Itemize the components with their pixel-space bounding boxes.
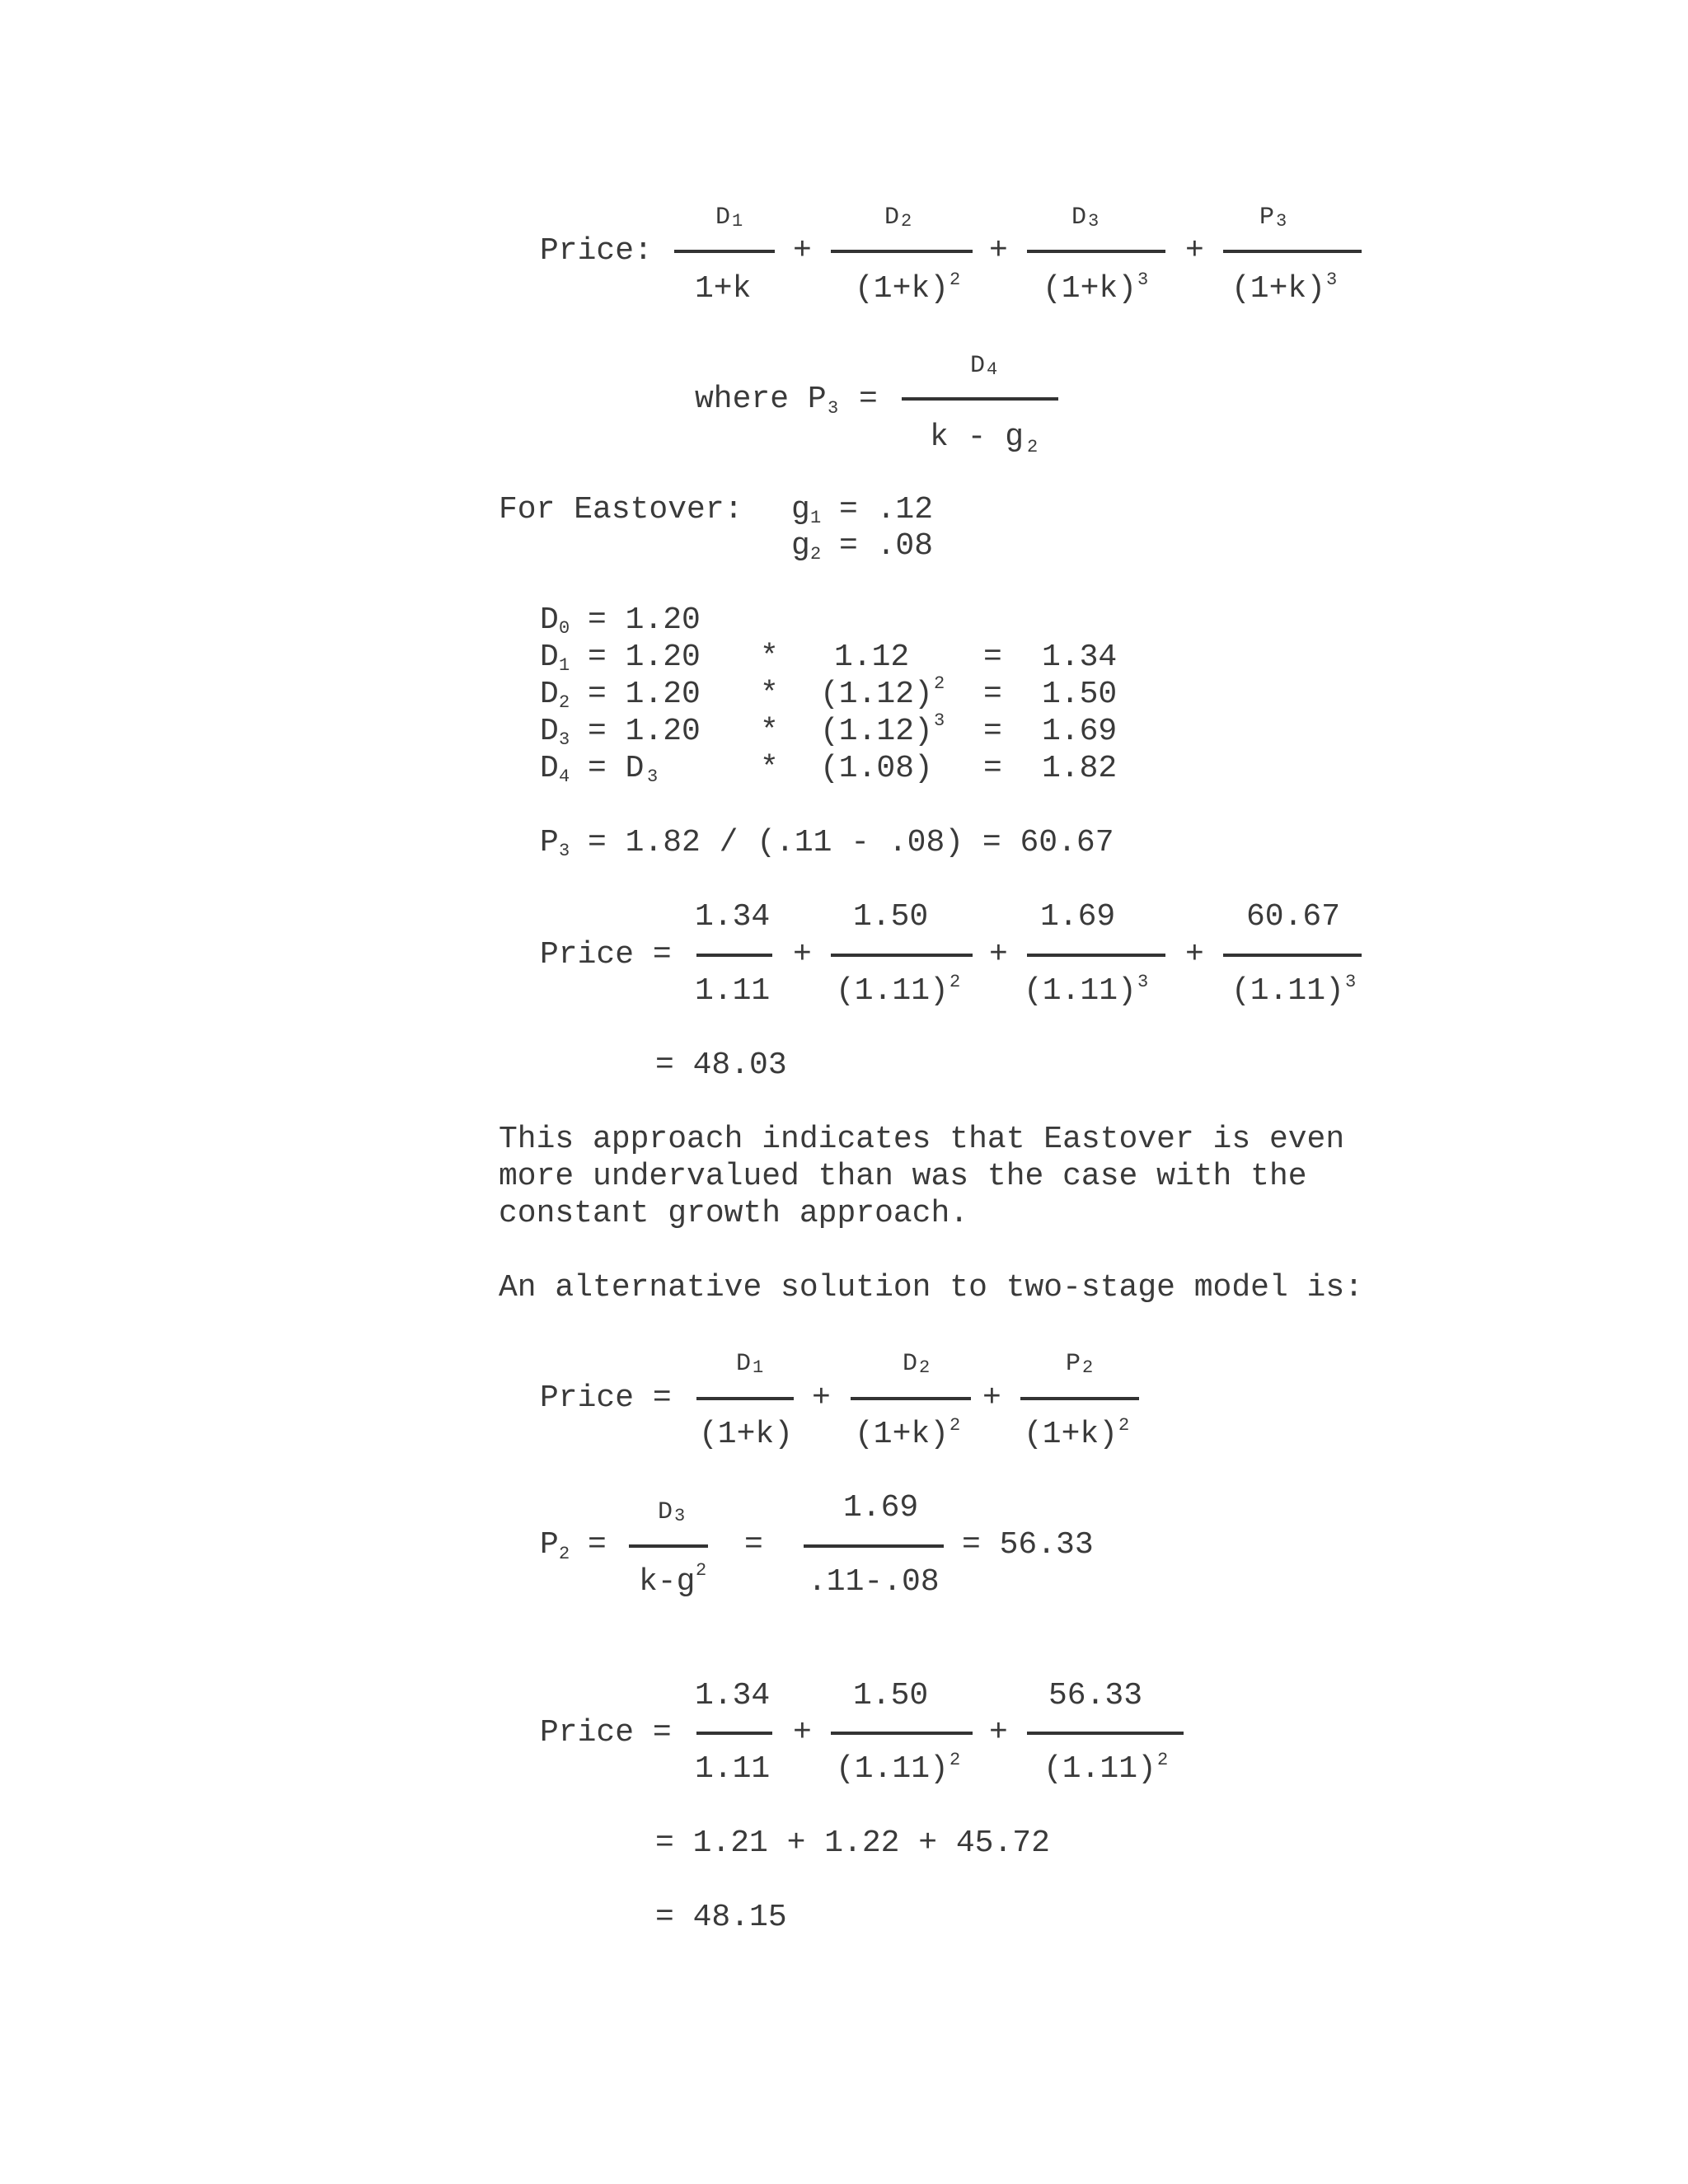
superscript: 2 (1157, 1750, 1169, 1770)
fraction-numerator: D (970, 352, 986, 380)
fraction-numerator: 1.50 (853, 899, 929, 935)
fraction-denominator: (1+k) (1024, 1417, 1118, 1452)
dividend-result: 1.50 (1042, 677, 1118, 712)
plus-sign: + (1185, 233, 1204, 269)
fraction-bar (1223, 954, 1362, 957)
fraction-denominator: (1+k) (1043, 271, 1137, 307)
fraction-bar (1027, 1732, 1184, 1735)
plus-sign: + (989, 233, 1008, 269)
dividend-base: = 1.20 (588, 677, 701, 712)
subscript: 4 (559, 766, 570, 787)
fraction-bar (696, 1397, 794, 1400)
fraction-bar (831, 1732, 973, 1735)
fraction-denominator: (1.11) (1043, 1751, 1156, 1787)
subscript: 2 (559, 1544, 570, 1564)
equals-sign: = (983, 714, 1002, 749)
dividend-symbol: D (540, 640, 559, 675)
plus-sign: + (812, 1380, 831, 1416)
fraction-denominator: (1.11) (836, 973, 949, 1009)
plus-sign: + (793, 1715, 812, 1750)
fraction-denominator: (1.11) (1231, 973, 1344, 1009)
fraction-numerator: D (903, 1350, 918, 1378)
fraction-denominator: (1.11) (1024, 973, 1137, 1009)
dividend-base: = 1.20 (588, 640, 701, 675)
multiply-sign: * (760, 677, 779, 712)
fraction-numerator: 1.34 (695, 1678, 771, 1713)
plus-sign: + (989, 1715, 1008, 1750)
equals-sign: = (744, 1527, 763, 1563)
plus-sign: + (982, 1380, 1001, 1416)
fraction-numerator: P (1259, 204, 1275, 232)
alternative-heading: An alternative solution to two-stage model is: (499, 1270, 1363, 1305)
subscript: 2 (559, 692, 570, 713)
price-label: Price = (540, 1715, 672, 1750)
fraction-denominator: (1+k) (1231, 271, 1326, 307)
superscript: 2 (934, 673, 945, 694)
fraction-bar (831, 954, 973, 957)
plus-sign: + (793, 233, 812, 269)
fraction-bar (1027, 954, 1165, 957)
subscript: 2 (1082, 1357, 1094, 1378)
fraction-bar (1027, 250, 1165, 253)
fraction-numerator: D (715, 204, 731, 232)
dividend-symbol: D (540, 714, 559, 749)
fraction-bar (674, 250, 775, 253)
superscript: 2 (950, 1750, 961, 1770)
subscript: 3 (647, 766, 659, 787)
subscript: 0 (559, 618, 570, 639)
dividend-base: = 1.20 (588, 714, 701, 749)
dividend-base: = 1.20 (588, 602, 701, 638)
superscript: 2 (696, 1560, 707, 1581)
subscript: 4 (987, 359, 998, 380)
fraction-bar (902, 397, 1058, 401)
fraction-numerator: P (1066, 1350, 1081, 1378)
subscript: 3 (559, 729, 570, 750)
superscript: 3 (934, 710, 945, 731)
plus-sign: + (1185, 937, 1204, 972)
fraction-denominator: 1.11 (695, 1751, 771, 1787)
fraction-bar (831, 250, 973, 253)
growth-factor: (1.08) (820, 751, 933, 786)
fraction-numerator: 56.33 (1048, 1678, 1143, 1713)
subscript: 2 (810, 544, 822, 565)
superscript: 3 (1137, 269, 1149, 290)
dividend-symbol: D (540, 751, 559, 786)
dividend-base: = D (588, 751, 645, 786)
growth-symbol: g (791, 528, 810, 564)
dividend-result: 1.82 (1042, 751, 1118, 786)
fraction-denominator: (1+k) (855, 1417, 950, 1452)
subscript: 1 (753, 1357, 764, 1378)
where-label: where P (695, 382, 827, 417)
subscript: 3 (1276, 211, 1287, 232)
equals-sign: = (588, 1527, 607, 1563)
fraction-denominator: .11-.08 (808, 1564, 940, 1600)
superscript: 3 (1137, 972, 1149, 992)
fraction-bar (696, 1732, 772, 1735)
fraction-numerator: 1.50 (853, 1678, 929, 1713)
growth-value: = .08 (839, 528, 934, 564)
subscript: 3 (828, 398, 839, 419)
multiply-sign: * (760, 751, 779, 786)
growth-value: = .12 (839, 492, 934, 527)
subscript: 1 (810, 508, 822, 528)
subscript: 3 (674, 1506, 686, 1526)
dividend-result: 1.34 (1042, 640, 1118, 675)
price-result: = 48.15 (655, 1900, 787, 1935)
subscript: 2 (919, 1357, 931, 1378)
fraction-denominator: 1+k (695, 271, 752, 307)
paragraph-line: constant growth approach. (499, 1196, 969, 1231)
growth-factor: 1.12 (834, 640, 910, 675)
fraction-numerator: 60.67 (1246, 899, 1341, 935)
dividend-result: 1.69 (1042, 714, 1118, 749)
fraction-bar (851, 1397, 971, 1400)
multiply-sign: * (760, 714, 779, 749)
equals-sign: = (983, 751, 1002, 786)
paragraph-line: This approach indicates that Eastover is even (499, 1122, 1345, 1157)
superscript: 3 (1345, 972, 1357, 992)
subscript: 3 (559, 841, 570, 861)
eastover-label: For Eastover: (499, 492, 743, 527)
p2-result: = 56.33 (962, 1527, 1094, 1563)
fraction-numerator: D (884, 204, 900, 232)
price-symbol: P (540, 1527, 559, 1563)
fraction-numerator: 1.34 (695, 899, 771, 935)
fraction-denominator: (1+k) (855, 271, 950, 307)
superscript: 2 (950, 1415, 961, 1436)
dividend-symbol: D (540, 677, 559, 712)
fraction-bar (1223, 250, 1362, 253)
superscript: 2 (1118, 1415, 1130, 1436)
multiply-sign: * (760, 640, 779, 675)
price-terms: = 1.21 + 1.22 + 45.72 (655, 1825, 1050, 1861)
fraction-denominator: (1+k) (699, 1417, 794, 1452)
price-label: Price = (540, 937, 672, 972)
fraction-denominator: 1.11 (695, 973, 771, 1009)
equals-sign: = (983, 677, 1002, 712)
fraction-numerator: 1.69 (1040, 899, 1116, 935)
price-result: = 48.03 (655, 1047, 787, 1083)
superscript: 3 (1326, 269, 1338, 290)
dividend-symbol: D (540, 602, 559, 638)
paragraph-line: more undervalued than was the case with the (499, 1159, 1307, 1194)
price-label: Price: (540, 233, 653, 269)
equals-sign: = (983, 640, 1002, 675)
p3-expression: = 1.82 / (.11 - .08) = 60.67 (588, 825, 1114, 860)
subscript: 2 (1027, 437, 1039, 457)
subscript: 1 (732, 211, 743, 232)
fraction-bar (629, 1544, 708, 1548)
fraction-numerator: D (736, 1350, 752, 1378)
growth-factor: (1.12) (820, 677, 933, 712)
growth-factor: (1.12) (820, 714, 933, 749)
superscript: 2 (950, 972, 961, 992)
subscript: 1 (559, 655, 570, 676)
price-label: Price = (540, 1380, 672, 1416)
fraction-denominator: k-g (639, 1564, 696, 1600)
plus-sign: + (989, 937, 1008, 972)
fraction-numerator: 1.69 (843, 1490, 919, 1526)
fraction-denominator: k - g (930, 419, 1025, 455)
fraction-numerator: D (1071, 204, 1087, 232)
subscript: 2 (901, 211, 912, 232)
subscript: 3 (1088, 211, 1100, 232)
fraction-numerator: D (658, 1498, 673, 1526)
price-symbol: P (540, 825, 559, 860)
fraction-bar (696, 954, 772, 957)
growth-symbol: g (791, 492, 810, 527)
plus-sign: + (793, 937, 812, 972)
fraction-denominator: (1.11) (836, 1751, 949, 1787)
superscript: 2 (950, 269, 961, 290)
fraction-bar (804, 1544, 944, 1548)
fraction-bar (1020, 1397, 1139, 1400)
equals-sign: = (859, 382, 878, 417)
